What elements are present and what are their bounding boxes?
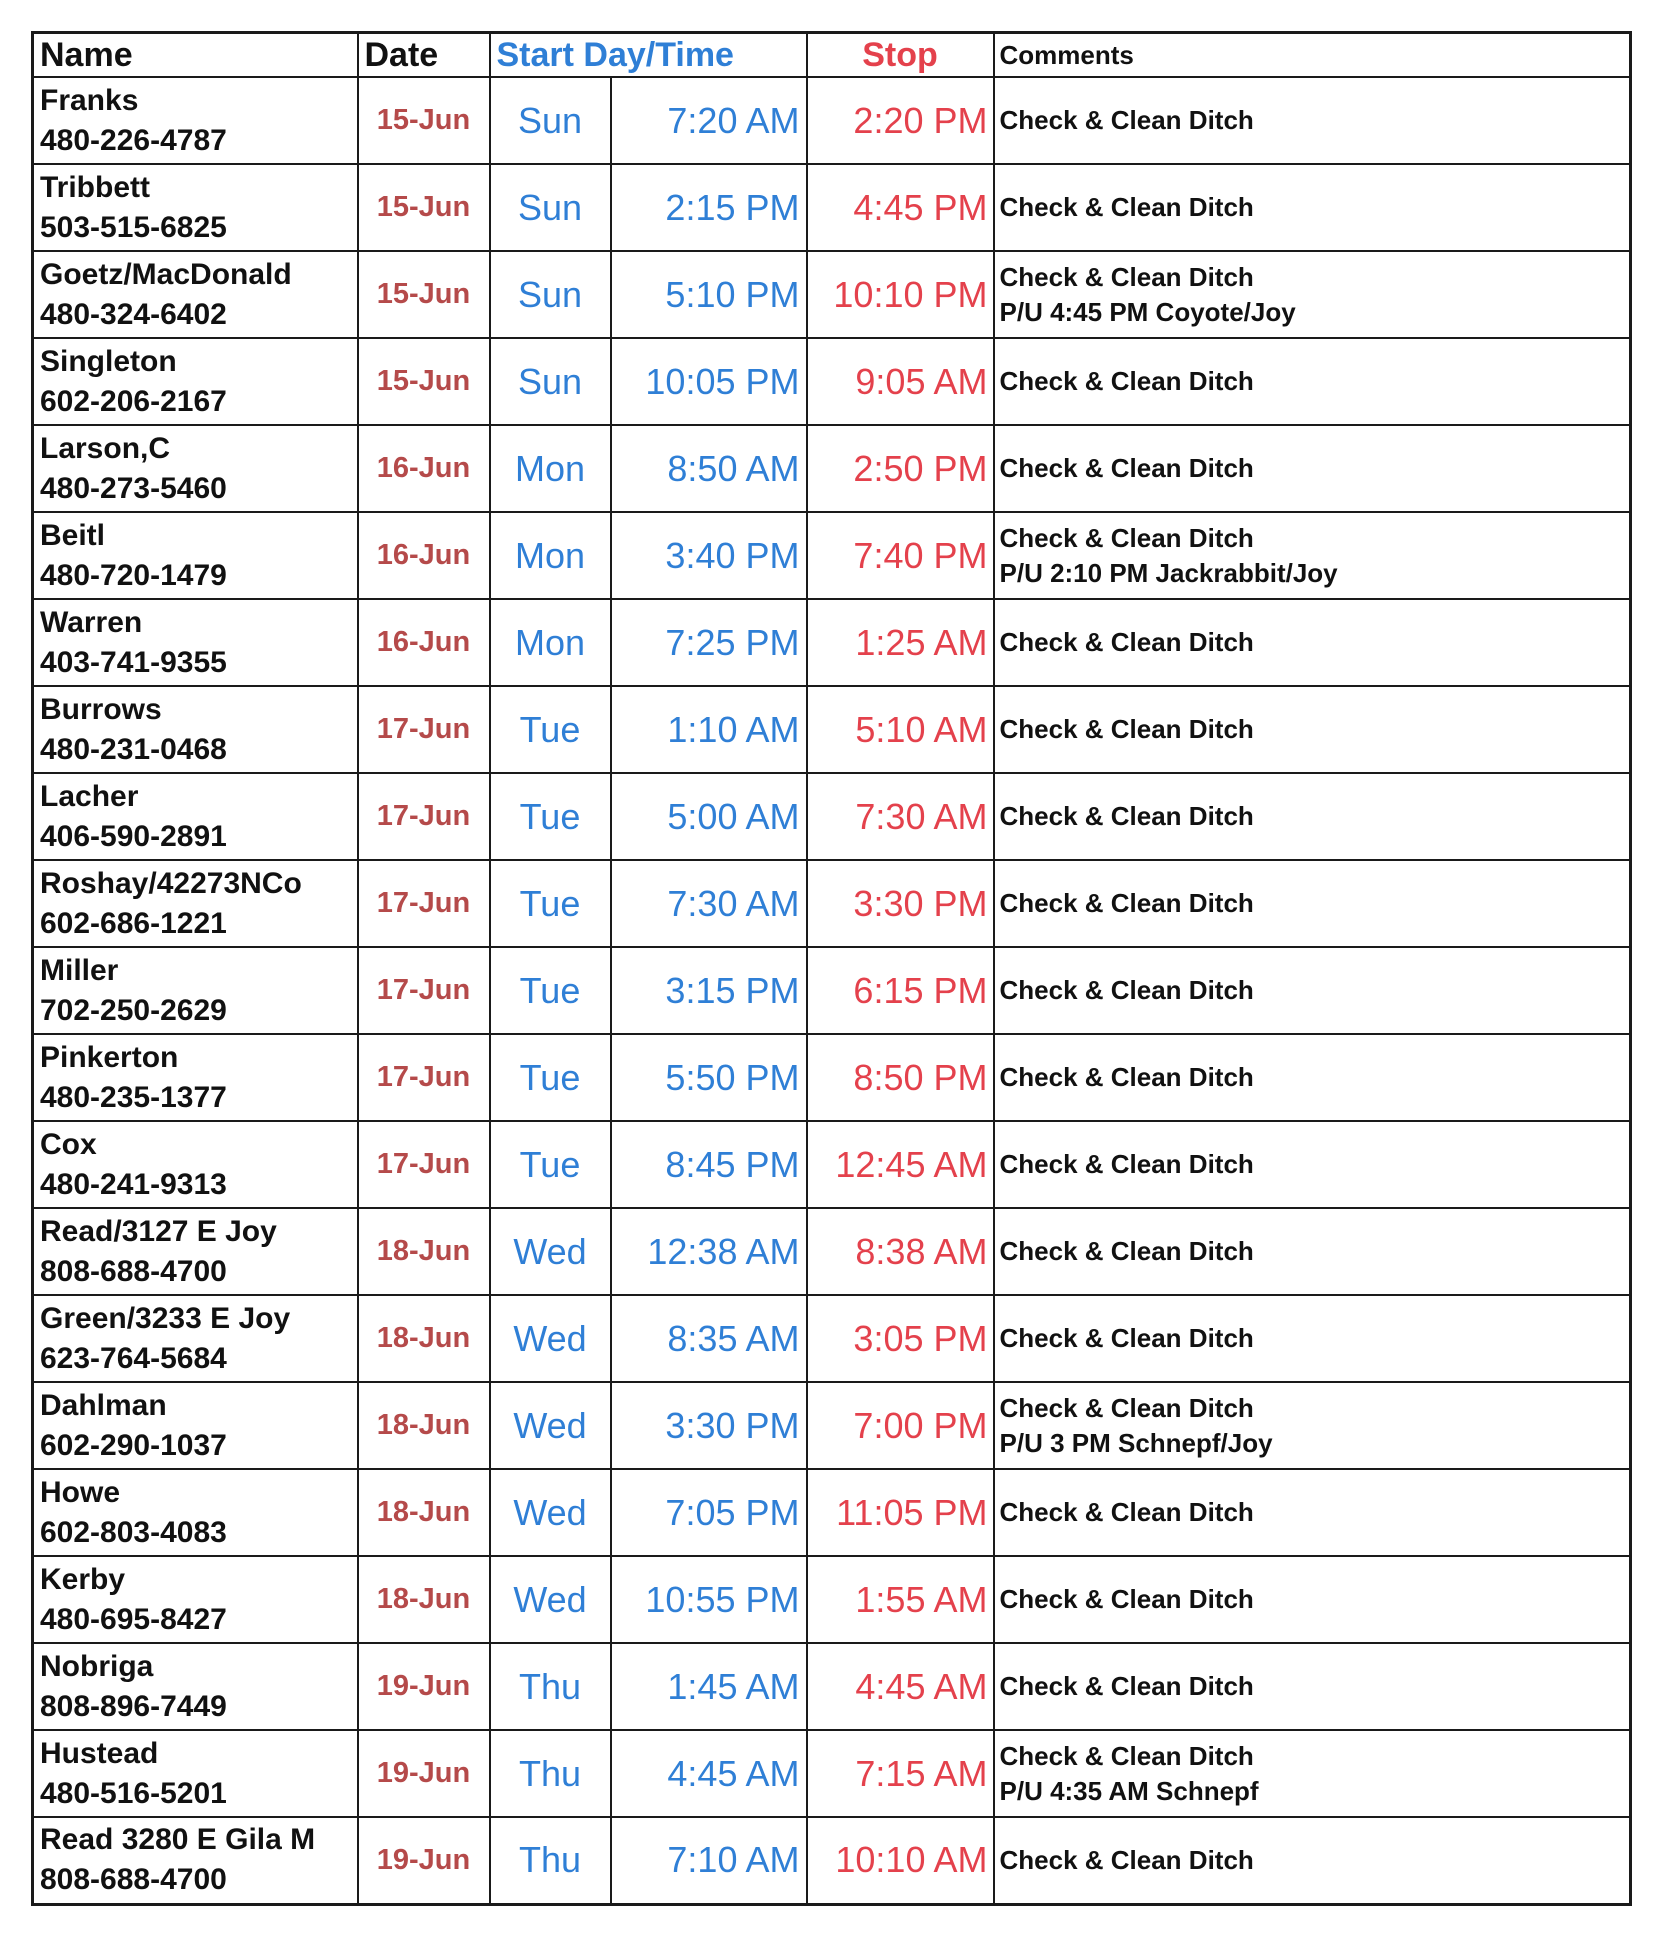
customer-name: Read/3127 E Joy <box>40 1214 277 1248</box>
start-time-cell: 7:25 PM <box>611 599 807 686</box>
schedule-rows <box>33 77 1631 1904</box>
start-day-cell: Sun <box>490 77 611 164</box>
comment-cell <box>994 1556 1631 1643</box>
start-day-cell: Wed <box>490 1295 611 1382</box>
table-row <box>33 1295 1631 1382</box>
customer-name: Burrows <box>40 692 162 726</box>
comment-line-1: Check & Clean Ditch <box>999 1671 1254 1701</box>
stop-time-cell: 11:05 PM <box>807 1469 994 1556</box>
comment-line-1: Check & Clean Ditch <box>999 522 1254 553</box>
customer-phone: 808-688-4700 <box>40 1254 227 1288</box>
comment-cell <box>994 599 1631 686</box>
table-row <box>33 1469 1631 1556</box>
customer-phone: 480-720-1479 <box>40 558 227 592</box>
comment-line-1: Check & Clean Ditch <box>999 1844 1254 1875</box>
customer-name: Cox <box>40 1127 97 1161</box>
customer-phone: 702-250-2629 <box>40 993 227 1027</box>
comments-column-header: Comments <box>994 33 1631 78</box>
comment-cell <box>994 947 1631 1034</box>
stop-column-header: Stop <box>807 33 994 78</box>
table-row <box>33 251 1631 338</box>
name-cell <box>33 1208 358 1295</box>
date-cell: 15-Jun <box>358 77 490 164</box>
stop-time-cell: 2:50 PM <box>807 425 994 512</box>
customer-name: Howe <box>40 1475 121 1509</box>
customer-name: Lacher <box>40 779 139 813</box>
customer-phone: 480-226-4787 <box>40 123 227 157</box>
date-cell: 16-Jun <box>358 512 490 599</box>
start-time-cell: 10:05 PM <box>611 338 807 425</box>
customer-phone: 808-896-7449 <box>40 1689 227 1723</box>
start-day-cell: Tue <box>490 860 611 947</box>
name-cell <box>33 77 358 164</box>
comment-cell <box>994 338 1631 425</box>
start-day-cell: Wed <box>490 1382 611 1469</box>
start-day-cell: Wed <box>490 1208 611 1295</box>
stop-time-cell: 8:50 PM <box>807 1034 994 1121</box>
customer-phone: 808-688-4700 <box>40 1863 227 1897</box>
name-cell <box>33 599 358 686</box>
customer-name: Nobriga <box>40 1649 154 1683</box>
date-cell: 17-Jun <box>358 1034 490 1121</box>
start-day-cell: Wed <box>490 1556 611 1643</box>
table-row <box>33 338 1631 425</box>
comment-cell <box>994 860 1631 947</box>
start-time-cell: 1:45 AM <box>611 1643 807 1730</box>
comment-line-1: Check & Clean Ditch <box>999 627 1254 657</box>
start-day-cell: Sun <box>490 251 611 338</box>
name-cell <box>33 1817 358 1904</box>
comment-cell <box>994 1121 1631 1208</box>
start-time-cell: 2:15 PM <box>611 164 807 251</box>
stop-time-cell: 3:05 PM <box>807 1295 994 1382</box>
stop-time-cell: 2:20 PM <box>807 77 994 164</box>
comment-line-1: Check & Clean Ditch <box>999 1149 1254 1179</box>
start-day-cell: Wed <box>490 1469 611 1556</box>
comment-line-1: Check & Clean Ditch <box>999 1584 1254 1614</box>
comment-line-1: Check & Clean Ditch <box>999 1236 1254 1266</box>
customer-phone: 503-515-6825 <box>40 210 227 244</box>
comment-line-2: P/U 4:35 AM Schnepf <box>999 1775 1259 1806</box>
customer-phone: 403-741-9355 <box>40 645 227 679</box>
customer-phone: 602-686-1221 <box>40 906 227 940</box>
comment-cell <box>994 1382 1631 1469</box>
comment-line-1: Check & Clean Ditch <box>999 1392 1254 1423</box>
name-cell <box>33 1034 358 1121</box>
stop-time-cell: 3:30 PM <box>807 860 994 947</box>
start-time-cell: 5:50 PM <box>611 1034 807 1121</box>
customer-phone: 406-590-2891 <box>40 819 227 853</box>
table-row <box>33 77 1631 164</box>
start-time-cell: 8:35 AM <box>611 1295 807 1382</box>
comment-line-1: Check & Clean Ditch <box>999 1062 1254 1092</box>
comment-cell <box>994 686 1631 773</box>
start-time-cell: 7:20 AM <box>611 77 807 164</box>
start-time-cell: 3:15 PM <box>611 947 807 1034</box>
date-cell: 18-Jun <box>358 1208 490 1295</box>
start-day-cell: Tue <box>490 686 611 773</box>
stop-time-cell: 9:05 AM <box>807 338 994 425</box>
date-cell: 16-Jun <box>358 425 490 512</box>
customer-name: Kerby <box>40 1562 126 1596</box>
start-time-cell: 5:00 AM <box>611 773 807 860</box>
stop-time-cell: 7:15 AM <box>807 1730 994 1817</box>
stop-time-cell: 7:00 PM <box>807 1382 994 1469</box>
name-cell <box>33 512 358 599</box>
name-cell <box>33 1730 358 1817</box>
start-time-cell: 3:30 PM <box>611 1382 807 1469</box>
start-time-cell: 8:45 PM <box>611 1121 807 1208</box>
comment-line-1: Check & Clean Ditch <box>999 1497 1254 1527</box>
stop-time-cell: 5:10 AM <box>807 686 994 773</box>
name-column-header: Name <box>33 33 358 78</box>
customer-name: Franks <box>40 83 139 117</box>
customer-phone: 602-803-4083 <box>40 1515 227 1549</box>
start-day-cell: Sun <box>490 164 611 251</box>
name-cell <box>33 773 358 860</box>
date-cell: 15-Jun <box>358 251 490 338</box>
table-row <box>33 1034 1631 1121</box>
table-row <box>33 512 1631 599</box>
comment-line-1: Check & Clean Ditch <box>999 1323 1254 1353</box>
customer-name: Larson,C <box>40 431 171 465</box>
customer-name: Read 3280 E Gila M <box>40 1823 316 1857</box>
start-time-cell: 5:10 PM <box>611 251 807 338</box>
name-cell <box>33 425 358 512</box>
start-day-cell: Tue <box>490 1034 611 1121</box>
customer-name: Pinkerton <box>40 1040 179 1074</box>
table-row <box>33 947 1631 1034</box>
date-cell: 17-Jun <box>358 860 490 947</box>
start-day-cell: Thu <box>490 1730 611 1817</box>
start-time-cell: 3:40 PM <box>611 512 807 599</box>
start-day-cell: Mon <box>490 425 611 512</box>
name-cell <box>33 1121 358 1208</box>
name-cell <box>33 1643 358 1730</box>
table-row <box>33 1730 1631 1817</box>
comment-cell <box>994 164 1631 251</box>
stop-time-cell: 7:40 PM <box>807 512 994 599</box>
comment-cell <box>994 1730 1631 1817</box>
name-cell <box>33 860 358 947</box>
customer-name: Singleton <box>40 344 177 378</box>
name-cell <box>33 164 358 251</box>
customer-phone: 480-231-0468 <box>40 732 227 766</box>
comment-line-1: Check & Clean Ditch <box>999 1740 1254 1771</box>
start-day-cell: Mon <box>490 599 611 686</box>
date-cell: 17-Jun <box>358 947 490 1034</box>
table-row <box>33 425 1631 512</box>
table-row <box>33 164 1631 251</box>
start-day-cell: Tue <box>490 773 611 860</box>
table-row <box>33 1556 1631 1643</box>
date-cell: 15-Jun <box>358 164 490 251</box>
customer-phone: 480-324-6402 <box>40 297 227 331</box>
start-time-cell: 4:45 AM <box>611 1730 807 1817</box>
customer-phone: 480-241-9313 <box>40 1167 227 1201</box>
name-cell <box>33 251 358 338</box>
customer-name: Miller <box>40 953 119 987</box>
customer-phone: 480-273-5460 <box>40 471 227 505</box>
start-column-header: Start Day/Time <box>490 33 807 78</box>
name-cell <box>33 1295 358 1382</box>
comment-cell <box>994 773 1631 860</box>
customer-phone: 623-764-5684 <box>40 1341 227 1375</box>
table-row <box>33 686 1631 773</box>
stop-time-cell: 4:45 AM <box>807 1643 994 1730</box>
stop-time-cell: 1:25 AM <box>807 599 994 686</box>
name-cell <box>33 1382 358 1469</box>
date-cell: 17-Jun <box>358 1121 490 1208</box>
date-cell: 16-Jun <box>358 599 490 686</box>
customer-name: Roshay/42273NCo <box>40 866 302 900</box>
stop-time-cell: 7:30 AM <box>807 773 994 860</box>
start-time-cell: 7:05 PM <box>611 1469 807 1556</box>
date-cell: 19-Jun <box>358 1730 490 1817</box>
customer-name: Warren <box>40 605 143 639</box>
name-cell <box>33 947 358 1034</box>
date-cell: 18-Jun <box>358 1556 490 1643</box>
customer-name: Goetz/MacDonald <box>40 257 292 291</box>
table-row <box>33 1817 1631 1904</box>
comment-line-2: P/U 4:45 PM Coyote/Joy <box>999 296 1296 327</box>
date-cell: 19-Jun <box>358 1817 490 1904</box>
stop-time-cell: 4:45 PM <box>807 164 994 251</box>
date-cell: 18-Jun <box>358 1295 490 1382</box>
name-cell <box>33 338 358 425</box>
start-day-cell: Thu <box>490 1643 611 1730</box>
start-time-cell: 10:55 PM <box>611 1556 807 1643</box>
comment-line-1: Check & Clean Ditch <box>999 714 1254 744</box>
date-cell: 18-Jun <box>358 1469 490 1556</box>
comment-line-1: Check & Clean Ditch <box>999 975 1254 1005</box>
stop-time-cell: 10:10 PM <box>807 251 994 338</box>
irrigation-schedule-table <box>31 31 1632 1906</box>
start-time-cell: 7:10 AM <box>611 1817 807 1904</box>
customer-name: Green/3233 E Joy <box>40 1301 291 1335</box>
comment-line-1: Check & Clean Ditch <box>999 261 1254 292</box>
customer-phone: 602-206-2167 <box>40 384 227 418</box>
table-row <box>33 1208 1631 1295</box>
start-day-cell: Tue <box>490 1121 611 1208</box>
date-column-header: Date <box>358 33 490 78</box>
comment-line-2: P/U 3 PM Schnepf/Joy <box>999 1427 1273 1458</box>
stop-time-cell: 8:38 AM <box>807 1208 994 1295</box>
customer-name: Tribbett <box>40 170 150 204</box>
comment-line-1: Check & Clean Ditch <box>999 801 1254 831</box>
table-row <box>33 1121 1631 1208</box>
comment-cell <box>994 77 1631 164</box>
customer-phone: 480-235-1377 <box>40 1080 227 1114</box>
name-cell <box>33 1556 358 1643</box>
date-cell: 19-Jun <box>358 1643 490 1730</box>
comment-line-1: Check & Clean Ditch <box>999 888 1254 918</box>
name-cell <box>33 686 358 773</box>
stop-time-cell: 6:15 PM <box>807 947 994 1034</box>
comment-cell <box>994 1208 1631 1295</box>
comment-line-1: Check & Clean Ditch <box>999 105 1254 135</box>
comment-line-1: Check & Clean Ditch <box>999 453 1254 483</box>
comment-cell <box>994 512 1631 599</box>
start-day-cell: Tue <box>490 947 611 1034</box>
date-cell: 17-Jun <box>358 773 490 860</box>
start-day-cell: Mon <box>490 512 611 599</box>
date-cell: 15-Jun <box>358 338 490 425</box>
date-cell: 18-Jun <box>358 1382 490 1469</box>
comment-cell <box>994 1469 1631 1556</box>
comment-line-1: Check & Clean Ditch <box>999 366 1254 396</box>
customer-name: Beitl <box>40 518 106 552</box>
comment-cell <box>994 1295 1631 1382</box>
comment-cell <box>994 1643 1631 1730</box>
table-row <box>33 860 1631 947</box>
date-cell: 17-Jun <box>358 686 490 773</box>
table-row <box>33 773 1631 860</box>
stop-time-cell: 12:45 AM <box>807 1121 994 1208</box>
customer-phone: 480-695-8427 <box>40 1602 227 1636</box>
customer-phone: 602-290-1037 <box>40 1428 227 1462</box>
customer-name: Hustead <box>40 1736 159 1770</box>
start-time-cell: 1:10 AM <box>611 686 807 773</box>
customer-name: Dahlman <box>40 1388 167 1422</box>
customer-phone: 480-516-5201 <box>40 1776 227 1810</box>
stop-time-cell: 10:10 AM <box>807 1817 994 1904</box>
start-day-cell: Sun <box>490 338 611 425</box>
comment-cell <box>994 1034 1631 1121</box>
start-time-cell: 8:50 AM <box>611 425 807 512</box>
table-row <box>33 1643 1631 1730</box>
comment-cell <box>994 1817 1631 1904</box>
start-day-cell: Thu <box>490 1817 611 1904</box>
start-time-cell: 7:30 AM <box>611 860 807 947</box>
comment-line-2: P/U 2:10 PM Jackrabbit/Joy <box>999 557 1338 588</box>
header-row <box>33 33 1631 78</box>
stop-time-cell: 1:55 AM <box>807 1556 994 1643</box>
comment-line-1: Check & Clean Ditch <box>999 192 1254 222</box>
table-row <box>33 1382 1631 1469</box>
start-time-cell: 12:38 AM <box>611 1208 807 1295</box>
name-cell <box>33 1469 358 1556</box>
comment-cell <box>994 251 1631 338</box>
table-row <box>33 599 1631 686</box>
comment-cell <box>994 425 1631 512</box>
